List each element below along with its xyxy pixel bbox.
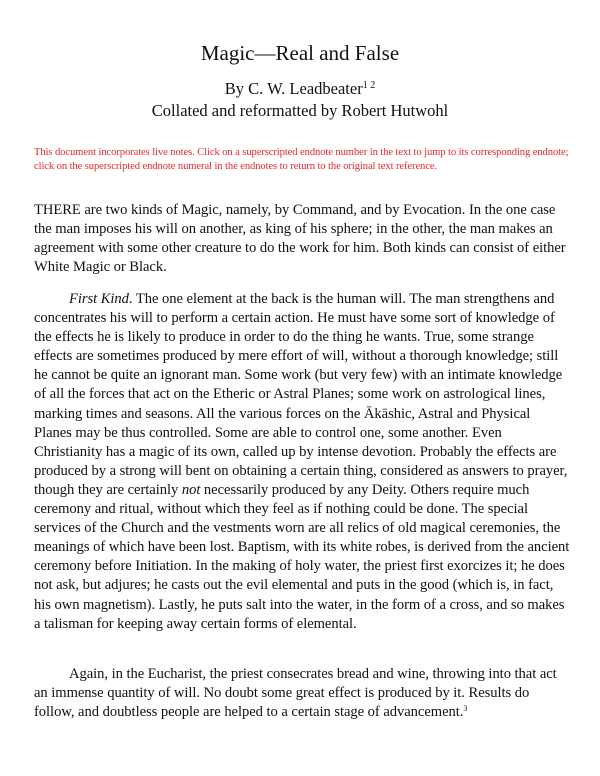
collator-line: Collated and reformatted by Robert Hutwohl: [151, 101, 449, 120]
live-notes-notice: This document incorporates live notes. Click on a superscripted endnote number in the text to jump to its corresponding endnote; click on the superscripted endnote numeral in the endnotes to return to the original text reference.: [34, 147, 569, 172]
author-endnote-refs[interactable]: 1 2: [362, 80, 376, 91]
endnote-ref-3[interactable]: 3: [463, 704, 468, 714]
author-name: By C. W. Leadbeater: [224, 79, 363, 98]
paragraph-3: [34, 665, 570, 722]
paragraph-2: [34, 290, 570, 634]
first-kind-heading: First Kind: [69, 291, 129, 307]
byline: [0, 78, 600, 122]
author-line: [0, 78, 600, 100]
paragraph-2-text-b: necessarily produced by any Deity. Others require much ceremony and ritual, without which they feel as if nothing could be done. The special services of the Church and the vestments worn are all relics of old magical ceremonies, the meanings of which have been lost. Baptism, with its white robes, is derived from the ancient ceremony before Initiation. In the making of holy water, the priest first exorcizes it; he does not ask, but adjures; he casts out the evil elemental and puts in the good (which is, in fact, his own magnetism). Lastly, he puts salt into the water, in the form of a cross, and so makes a talisman for keeping away certain forms of elemental.: [34, 481, 570, 632]
emphasis-not: not: [181, 481, 201, 498]
paragraph-1: THERE are two kinds of Magic, namely, by Command, and by Evocation. In the one case the man imposes his will on another, as king of his sphere; in the other, the man makes an agreement with some other creature to do the work for him. Both kinds can consist of either White Magic or Black.: [34, 202, 566, 276]
paragraph-3-text: Again, in the Eucharist, the priest consecrates bread and wine, throwing into that act an immense quantity of will. No doubt some great effect is produced by it. Results do follow, and doubtless people are helped to a certain stage of advancement.: [34, 666, 557, 721]
paragraph-2-text-a: . The one element at the back is the human will. The man strengthens and concentrates his will to perform a certain action. He must have some sort of knowledge of the effects he is likely to produce in order to do the thing he wants. True, some strange effects are sometimes produced by mere effort of will, without a thorough knowledge; still he cannot be quite an ignorant man. Some work (but very few) with an intimate knowledge of all the forces that act on the Etheric or Astral Planes; some work on astrological lines, marking times and seasons. All the various forces on the Ākāshic, Astral and Physical Planes may be thus controlled. Some are able to control one, some another. Even Christianity has a magic of its own, called up by intense devotion. Probably the effects are produced by a strong will bent on obtaining a certain thing, considered as answers to prayer, though they are certainly: [34, 291, 568, 498]
document-title: Magic—Real and False: [200, 41, 400, 65]
